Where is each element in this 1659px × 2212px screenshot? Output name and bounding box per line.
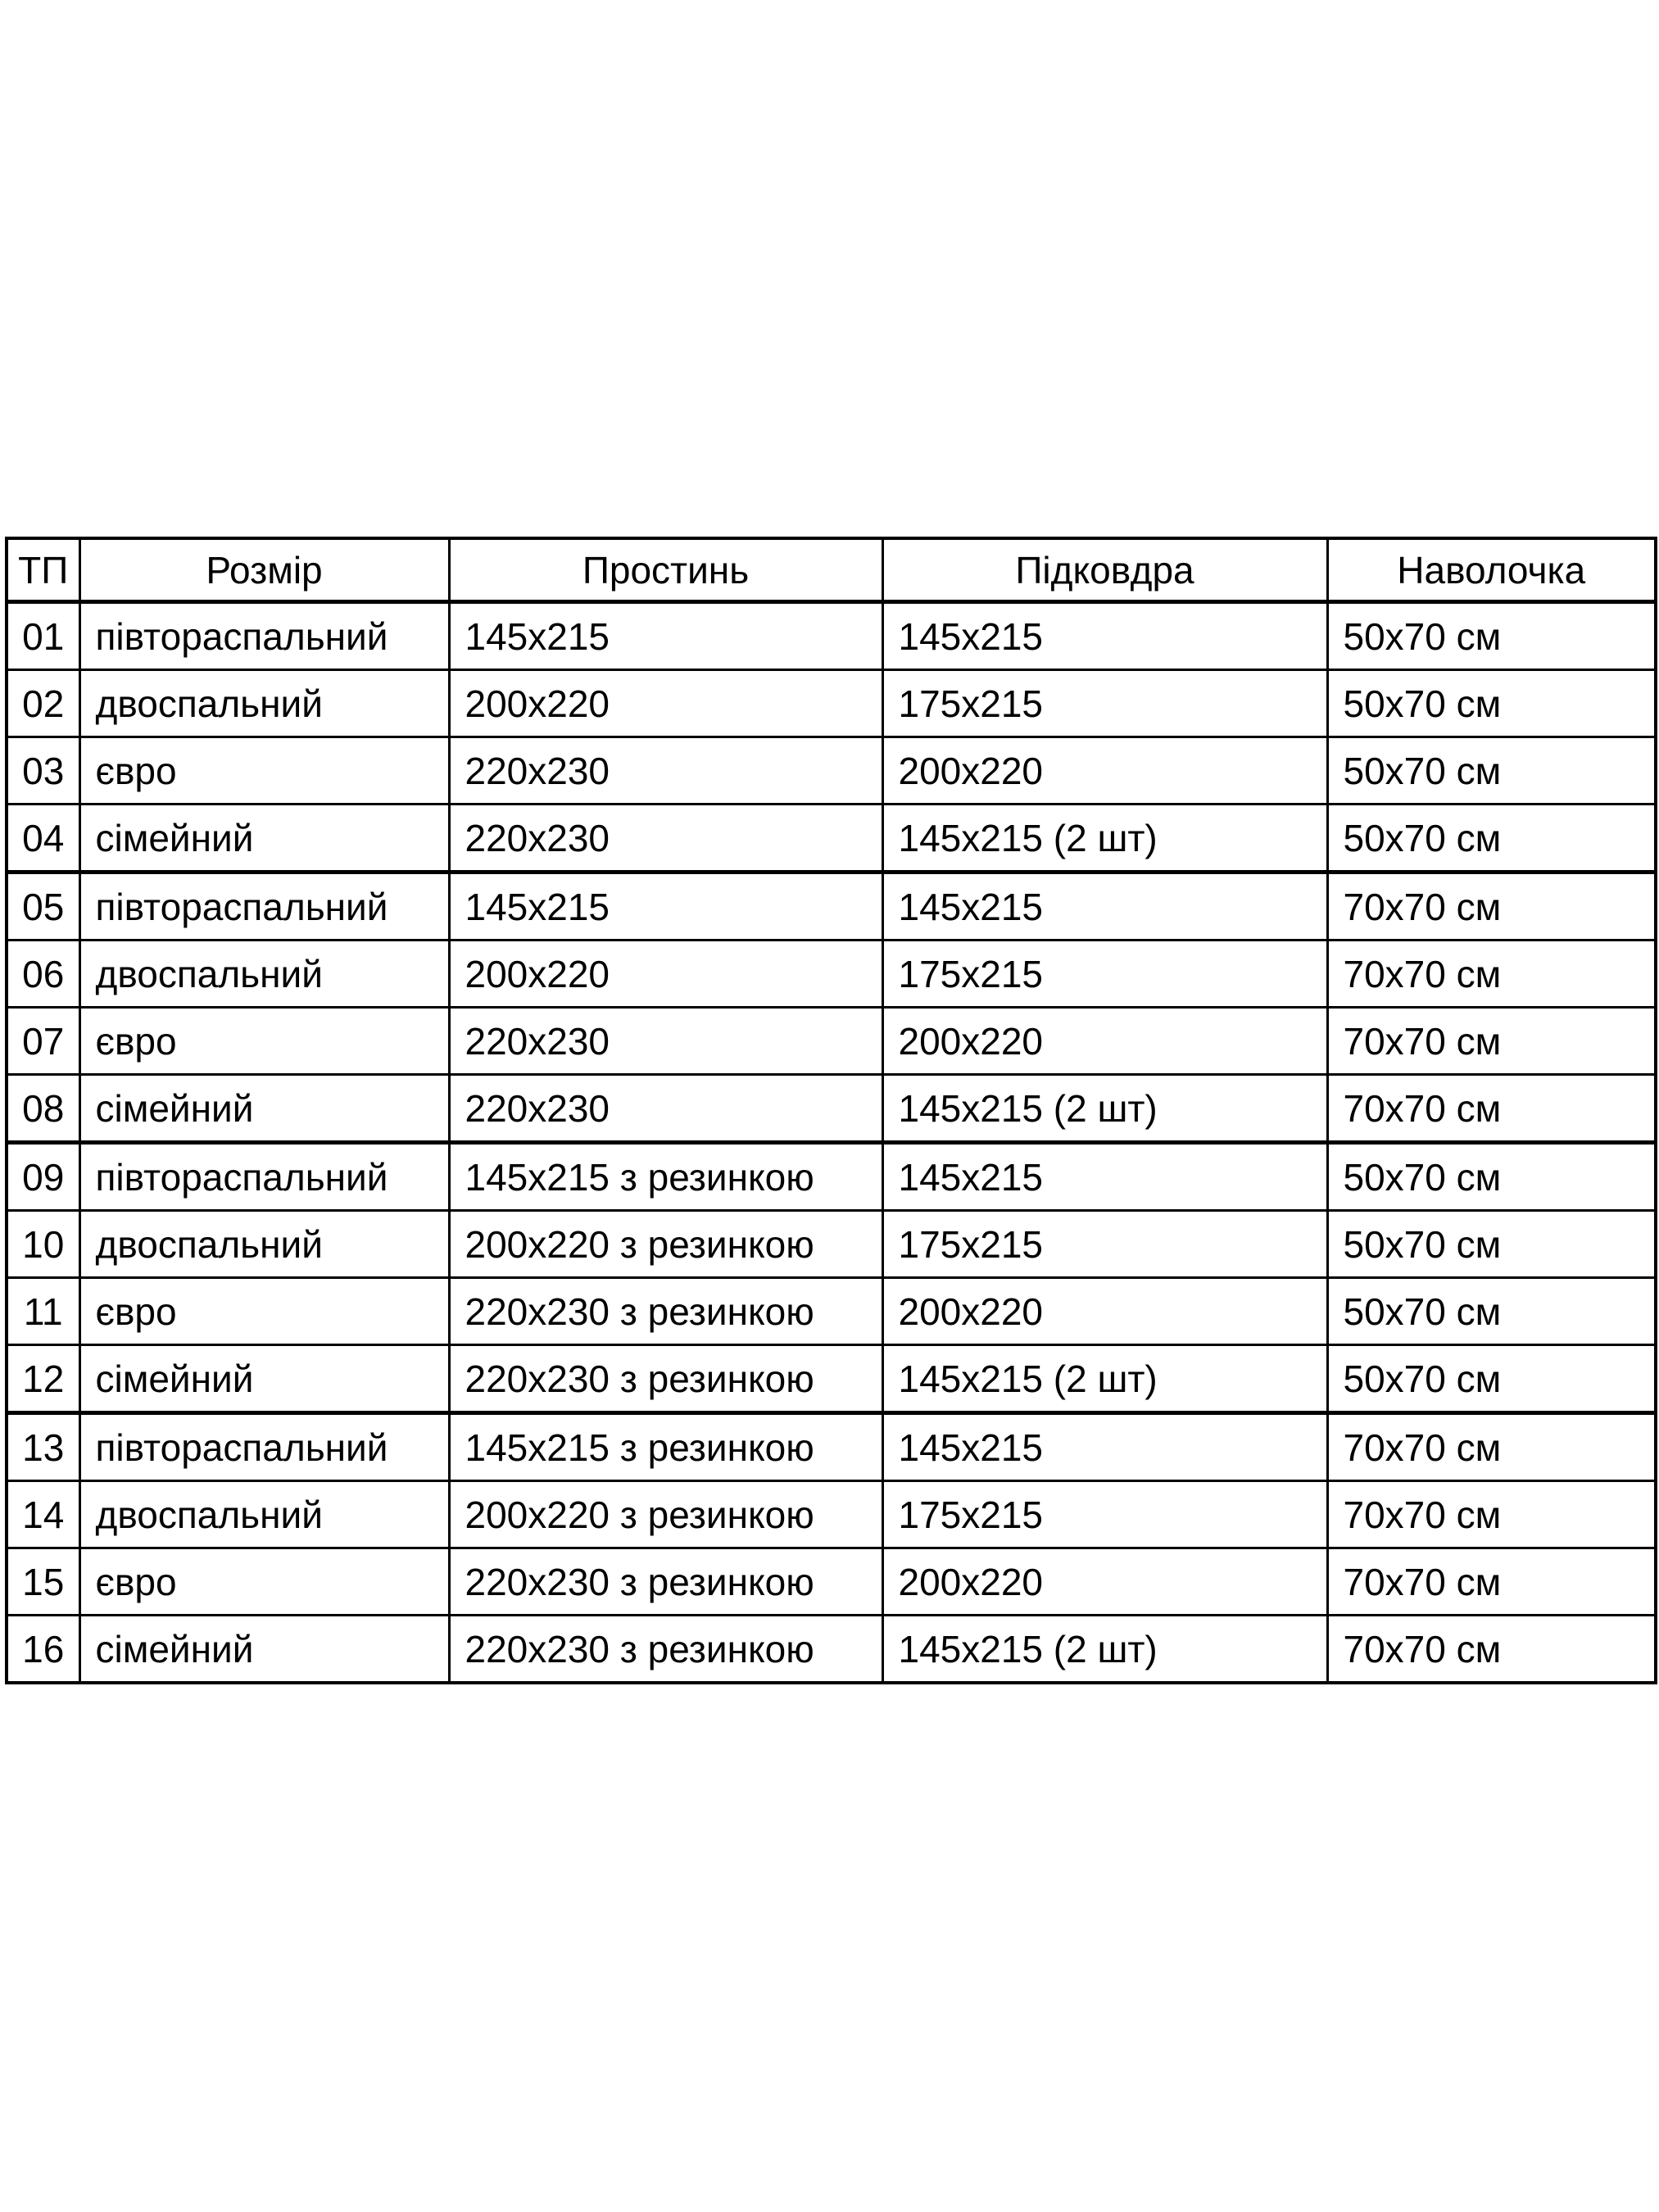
duvet-cover-size-cell: 145х215	[882, 873, 1327, 941]
sheet-size-cell: 200х220	[449, 670, 882, 737]
duvet-cover-size-cell: 145х215 (2 шт)	[882, 1345, 1327, 1413]
table-header	[7, 538, 1656, 602]
row-number-cell: 16	[7, 1616, 79, 1684]
table-row	[7, 602, 1656, 670]
table-row	[7, 805, 1656, 873]
pillowcase-size-cell: 70х70 см	[1327, 1075, 1656, 1143]
pillowcase-size-cell: 70х70 см	[1327, 1481, 1656, 1548]
pillowcase-size-cell: 70х70 см	[1327, 1413, 1656, 1481]
size-type-cell: євро	[79, 1008, 449, 1075]
duvet-cover-size-cell: 145х215	[882, 1413, 1327, 1481]
pillowcase-size-cell: 70х70 см	[1327, 1616, 1656, 1684]
table-body	[7, 602, 1656, 1684]
pillowcase-size-cell: 50х70 см	[1327, 737, 1656, 805]
sheet-size-cell: 220х230	[449, 805, 882, 873]
duvet-cover-size-cell: 175х215	[882, 1481, 1327, 1548]
pillowcase-size-cell: 50х70 см	[1327, 602, 1656, 670]
table-row	[7, 1413, 1656, 1481]
pillowcase-size-cell: 50х70 см	[1327, 1211, 1656, 1278]
table-row	[7, 670, 1656, 737]
duvet-cover-size-cell: 200х220	[882, 1278, 1327, 1345]
size-type-cell: євро	[79, 737, 449, 805]
size-type-cell: євро	[79, 1548, 449, 1616]
row-number-cell: 07	[7, 1008, 79, 1075]
pillowcase-size-cell: 70х70 см	[1327, 941, 1656, 1008]
sheet-size-cell: 145х215 з резинкою	[449, 1143, 882, 1211]
header-row	[7, 538, 1656, 602]
sheet-size-cell: 220х230	[449, 737, 882, 805]
duvet-cover-size-cell: 200х220	[882, 1008, 1327, 1075]
header-sheet: Простинь	[449, 538, 882, 602]
row-number-cell: 03	[7, 737, 79, 805]
table-row	[7, 737, 1656, 805]
row-number-cell: 01	[7, 602, 79, 670]
duvet-cover-size-cell: 175х215	[882, 941, 1327, 1008]
sheet-size-cell: 145х215	[449, 602, 882, 670]
pillowcase-size-cell: 70х70 см	[1327, 1008, 1656, 1075]
table-row	[7, 1548, 1656, 1616]
size-type-cell: півтораспальний	[79, 1143, 449, 1211]
size-type-cell: двоспальний	[79, 1481, 449, 1548]
size-type-cell: півтораспальний	[79, 873, 449, 941]
pillowcase-size-cell: 70х70 см	[1327, 1548, 1656, 1616]
table-row	[7, 1345, 1656, 1413]
row-number-cell: 13	[7, 1413, 79, 1481]
size-type-cell: сімейний	[79, 1075, 449, 1143]
table-row	[7, 1278, 1656, 1345]
sheet-size-cell: 220х230	[449, 1075, 882, 1143]
table-row	[7, 1211, 1656, 1278]
table-row	[7, 1075, 1656, 1143]
pillowcase-size-cell: 50х70 см	[1327, 670, 1656, 737]
pillowcase-size-cell: 50х70 см	[1327, 1278, 1656, 1345]
duvet-cover-size-cell: 145х215	[882, 602, 1327, 670]
table-row	[7, 941, 1656, 1008]
duvet-cover-size-cell: 175х215	[882, 670, 1327, 737]
size-type-cell: двоспальний	[79, 1211, 449, 1278]
size-type-cell: сімейний	[79, 1345, 449, 1413]
row-number-cell: 15	[7, 1548, 79, 1616]
duvet-cover-size-cell: 200х220	[882, 1548, 1327, 1616]
sheet-size-cell: 220х230	[449, 1008, 882, 1075]
sheet-size-cell: 200х220 з резинкою	[449, 1481, 882, 1548]
row-number-cell: 09	[7, 1143, 79, 1211]
header-tp: ТП	[7, 538, 79, 602]
size-type-cell: півтораспальний	[79, 602, 449, 670]
duvet-cover-size-cell: 145х215	[882, 1143, 1327, 1211]
duvet-cover-size-cell: 200х220	[882, 737, 1327, 805]
row-number-cell: 04	[7, 805, 79, 873]
header-duvet: Підковдра	[882, 538, 1327, 602]
table-row	[7, 1481, 1656, 1548]
duvet-cover-size-cell: 175х215	[882, 1211, 1327, 1278]
table-row	[7, 1143, 1656, 1211]
table-row	[7, 873, 1656, 941]
row-number-cell: 11	[7, 1278, 79, 1345]
header-size-type: Розмір	[79, 538, 449, 602]
sheet-size-cell: 200х220 з резинкою	[449, 1211, 882, 1278]
pillowcase-size-cell: 70х70 см	[1327, 873, 1656, 941]
pillowcase-size-cell: 50х70 см	[1327, 1143, 1656, 1211]
size-type-cell: двоспальний	[79, 670, 449, 737]
row-number-cell: 10	[7, 1211, 79, 1278]
table-row	[7, 1008, 1656, 1075]
table-row	[7, 1616, 1656, 1684]
row-number-cell: 05	[7, 873, 79, 941]
size-type-cell: сімейний	[79, 805, 449, 873]
size-type-cell: сімейний	[79, 1616, 449, 1684]
pillowcase-size-cell: 50х70 см	[1327, 805, 1656, 873]
sheet-size-cell: 220х230 з резинкою	[449, 1616, 882, 1684]
size-type-cell: євро	[79, 1278, 449, 1345]
sheet-size-cell: 220х230 з резинкою	[449, 1278, 882, 1345]
row-number-cell: 08	[7, 1075, 79, 1143]
size-type-cell: півтораспальний	[79, 1413, 449, 1481]
row-number-cell: 06	[7, 941, 79, 1008]
bedding-size-chart-table	[5, 537, 1657, 1684]
row-number-cell: 12	[7, 1345, 79, 1413]
pillowcase-size-cell: 50х70 см	[1327, 1345, 1656, 1413]
row-number-cell: 14	[7, 1481, 79, 1548]
duvet-cover-size-cell: 145х215 (2 шт)	[882, 1616, 1327, 1684]
sheet-size-cell: 200х220	[449, 941, 882, 1008]
size-type-cell: двоспальний	[79, 941, 449, 1008]
row-number-cell: 02	[7, 670, 79, 737]
header-pillowcase: Наволочка	[1327, 538, 1656, 602]
sheet-size-cell: 145х215	[449, 873, 882, 941]
duvet-cover-size-cell: 145х215 (2 шт)	[882, 805, 1327, 873]
sheet-size-cell: 220х230 з резинкою	[449, 1345, 882, 1413]
duvet-cover-size-cell: 145х215 (2 шт)	[882, 1075, 1327, 1143]
sheet-size-cell: 220х230 з резинкою	[449, 1548, 882, 1616]
sheet-size-cell: 145х215 з резинкою	[449, 1413, 882, 1481]
